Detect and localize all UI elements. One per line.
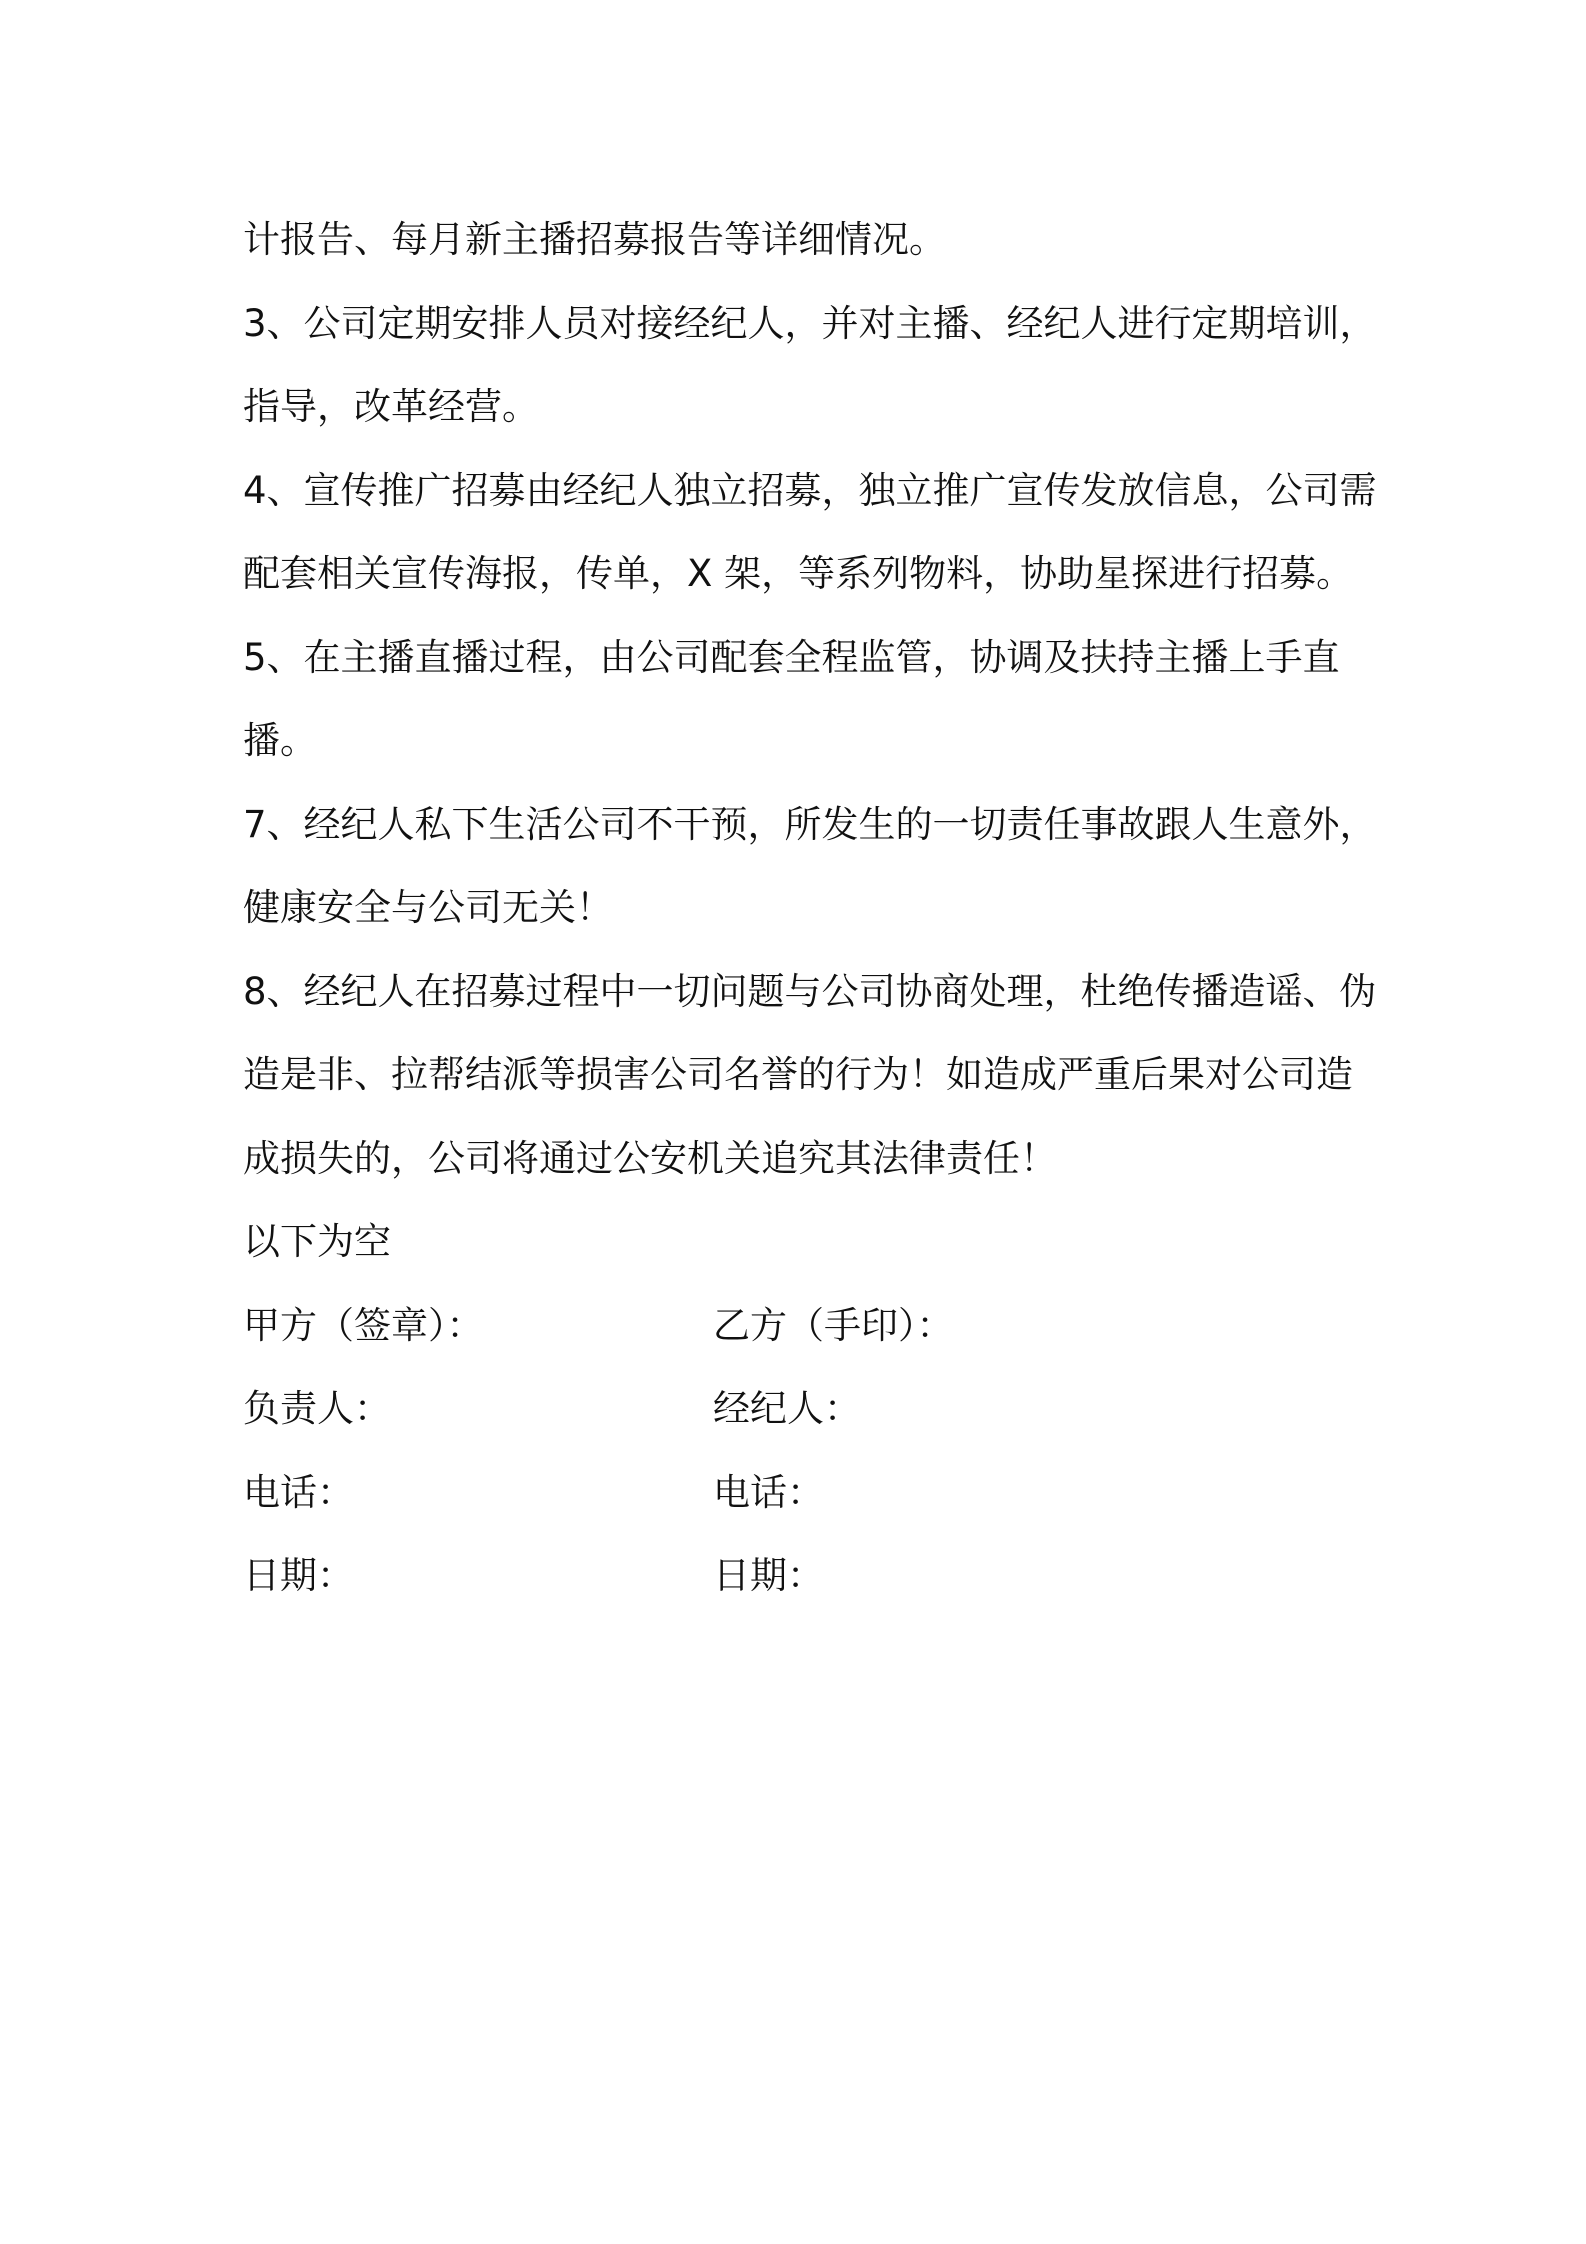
paragraph-continuation: 计报告、每月新主播招募报告等详细情况。	[243, 218, 946, 261]
paragraph-item-7: 7、经纪人私下生活公司不干预，所发生的一切责任事故跟人生意外，健康安全与公司无关！	[243, 802, 1377, 929]
party-a-date-label: 日期：	[243, 1554, 354, 1597]
paragraph-item-3: 3、公司定期安排人员对接经纪人，并对主播、经纪人进行定期培训，指导，改革经营。	[243, 301, 1377, 428]
paragraph-item-8: 8、经纪人在招募过程中一切问题与公司协商处理，杜绝传播造谣、伪造是非、拉帮结派等损害公司名誉的行为！如造成严重后果对公司造成损失的，公司将通过公安机关追究其法律责任！	[243, 969, 1377, 1180]
party-b-fingerprint-label: 乙方（手印）：	[713, 1303, 954, 1347]
party-a-seal-label: 甲方（签章）：	[243, 1303, 484, 1347]
signature-row-party	[243, 1284, 1383, 1368]
responsible-person-label: 负责人：	[243, 1387, 391, 1430]
party-b-phone-label: 电话：	[713, 1470, 824, 1514]
party-b-date-label: 日期：	[713, 1554, 824, 1597]
paragraph-item-5: 5、在主播直播过程，由公司配套全程监管，协调及扶持主播上手直播。	[243, 635, 1340, 762]
document-body	[243, 198, 1383, 1618]
blank-below-note: 以下为空	[243, 1220, 391, 1263]
party-a-phone-label: 电话：	[243, 1470, 354, 1514]
signature-row-phone	[243, 1451, 1383, 1535]
agent-label: 经纪人：	[713, 1387, 861, 1430]
signature-row-person	[243, 1367, 1383, 1451]
signature-row-date	[243, 1534, 1383, 1618]
paragraph-item-4: 4、宣传推广招募由经纪人独立招募，独立推广宣传发放信息，公司需配套相关宣传海报，传单，X 架，等系列物料，协助星探进行招募。	[243, 468, 1377, 595]
